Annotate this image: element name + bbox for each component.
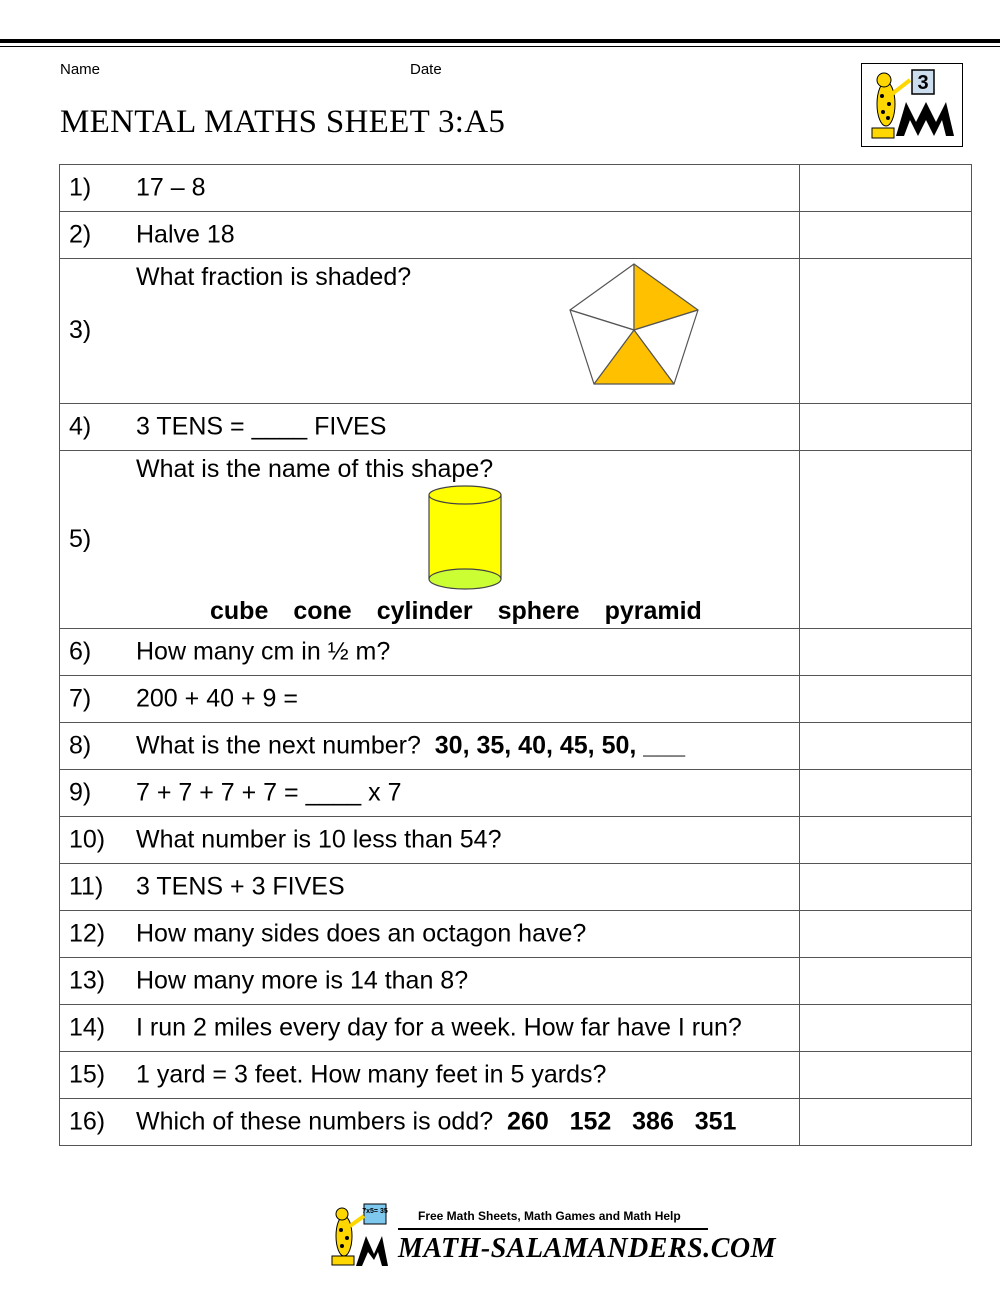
question-text: Halve 18 (136, 220, 235, 249)
question-text: 7 + 7 + 7 + 7 = ____ x 7 (136, 778, 402, 807)
logo-badge-number: 3 (917, 72, 929, 94)
top-rule (0, 39, 1000, 43)
question-number: 15) (69, 1060, 106, 1089)
number-sequence: 30, 35, 40, 45, 50, ___ (434, 731, 685, 760)
answer-box[interactable] (800, 165, 972, 212)
question-row-3 (60, 259, 972, 404)
question-number: 4) (69, 412, 92, 441)
question-number: 7) (69, 684, 92, 713)
question-text: What number is 10 less than 54? (136, 825, 502, 854)
question-number: 2) (69, 220, 92, 249)
answer-box[interactable] (800, 451, 972, 629)
answer-box[interactable] (800, 629, 972, 676)
footer-badge-text: 7x5= 35 (362, 1208, 388, 1215)
answer-box[interactable] (800, 404, 972, 451)
question-text: 3 TENS + 3 FIVES (136, 872, 345, 901)
answer-box[interactable] (800, 259, 972, 404)
question-row-14 (60, 1005, 972, 1052)
question-number: 9) (69, 778, 92, 807)
question-text: What is the next number? (136, 731, 421, 760)
question-number: 6) (69, 637, 92, 666)
question-number: 3) (69, 316, 92, 344)
question-row-7 (60, 676, 972, 723)
question-number: 14) (69, 1013, 106, 1042)
question-number: 13) (69, 966, 106, 995)
choice-cylinder[interactable]: cylinder (376, 597, 473, 625)
question-number: 5) (69, 525, 92, 553)
salamander-logo (861, 63, 963, 147)
question-row-8 (60, 723, 972, 770)
answer-box[interactable] (800, 770, 972, 817)
question-row-16 (60, 1099, 972, 1146)
question-number: 11) (69, 872, 104, 901)
answer-box[interactable] (800, 911, 972, 958)
question-row-11 (60, 864, 972, 911)
question-row-15 (60, 1052, 972, 1099)
answer-box[interactable] (800, 676, 972, 723)
name-label: Name (60, 61, 101, 78)
question-table (59, 164, 972, 1146)
answer-box[interactable] (800, 1052, 972, 1099)
choice-cone[interactable]: cone (293, 597, 352, 625)
question-text: How many more is 14 than 8? (136, 966, 469, 995)
footer-rule (398, 1228, 708, 1230)
answer-box[interactable] (800, 817, 972, 864)
date-label: Date (410, 61, 442, 78)
footer-tagline: Free Math Sheets, Math Games and Math Help (418, 1209, 681, 1223)
question-row-9 (60, 770, 972, 817)
question-text: Which of these numbers is odd? (136, 1107, 494, 1136)
question-text: 200 + 40 + 9 = (136, 684, 298, 713)
shape-choices (210, 597, 727, 626)
top-rule-thin (0, 46, 1000, 47)
question-text: How many cm in ½ m? (136, 637, 391, 666)
answer-box[interactable] (800, 958, 972, 1005)
question-text: I run 2 miles every day for a week. How far have I run? (136, 1013, 742, 1042)
question-text: How many sides does an octagon have? (136, 919, 587, 948)
choice-sphere[interactable]: sphere (497, 597, 580, 625)
question-number: 16) (69, 1107, 106, 1136)
question-row-12 (60, 911, 972, 958)
question-number: 1) (69, 173, 92, 202)
answer-box[interactable] (800, 212, 972, 259)
choice-pyramid[interactable]: pyramid (604, 597, 702, 625)
choice-cube[interactable]: cube (210, 597, 269, 625)
footer-site-name[interactable]: MATH-SALAMANDERS.COM (398, 1233, 776, 1264)
answer-box[interactable] (800, 723, 972, 770)
question-number: 12) (69, 919, 106, 948)
answer-box[interactable] (800, 1099, 972, 1146)
number-options: 260 152 386 351 (507, 1107, 737, 1136)
page-title: MENTAL MATHS SHEET 3:A5 (60, 104, 506, 140)
question-row-5 (60, 451, 972, 629)
question-text: 3 TENS = ____ FIVES (136, 412, 387, 441)
shaded-pentagon-figure (567, 261, 707, 391)
question-text: What is the name of this shape? (136, 455, 494, 483)
footer-salamander-icon (328, 1200, 388, 1268)
question-row-6 (60, 629, 972, 676)
question-row-4 (60, 404, 972, 451)
question-text: 1 yard = 3 feet. How many feet in 5 yards? (136, 1060, 607, 1089)
question-number: 10) (69, 825, 106, 854)
answer-box[interactable] (800, 1005, 972, 1052)
cylinder-figure (425, 485, 505, 591)
question-row-10 (60, 817, 972, 864)
question-text: 17 – 8 (136, 173, 206, 202)
question-row-1 (60, 165, 972, 212)
question-row-2 (60, 212, 972, 259)
answer-box[interactable] (800, 864, 972, 911)
question-text: What fraction is shaded? (136, 263, 412, 291)
question-number: 8) (69, 731, 92, 760)
question-row-13 (60, 958, 972, 1005)
